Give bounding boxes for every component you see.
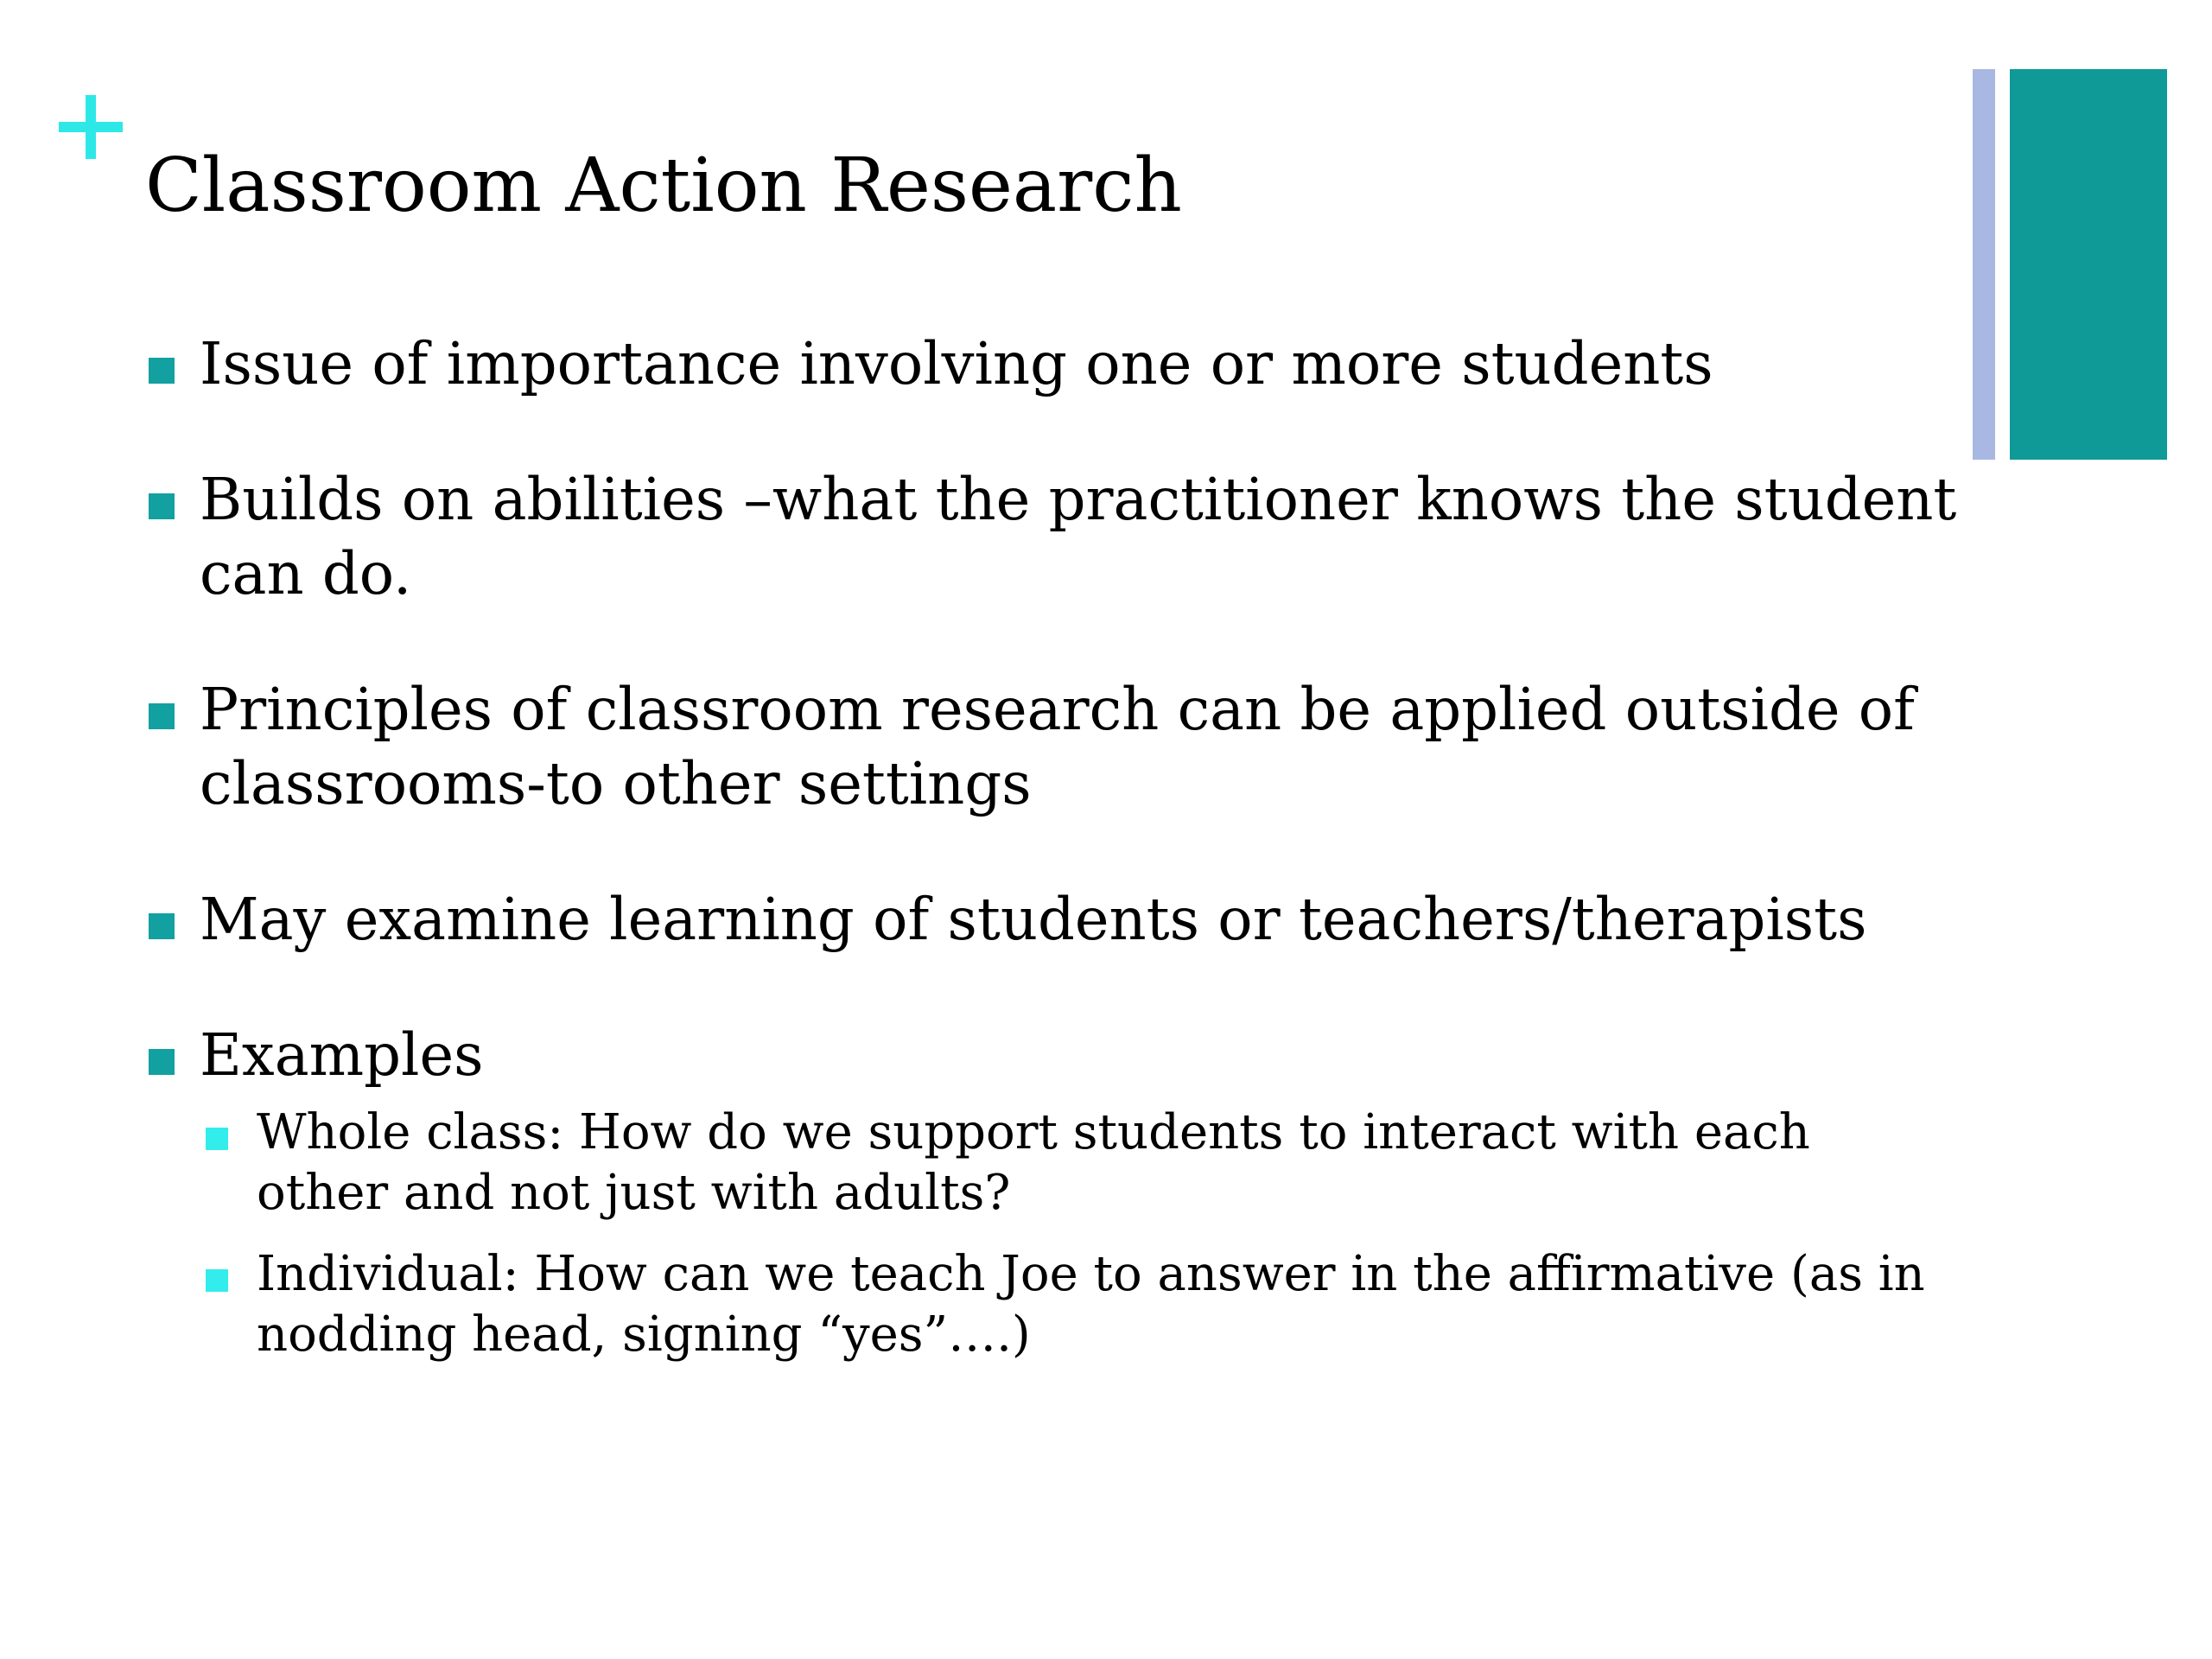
plus-icon-vertical-stroke: [86, 95, 96, 159]
example-item: [202, 1103, 1950, 1224]
bullet-item: [145, 462, 1960, 611]
decorative-bar-thin: [1973, 69, 1995, 460]
bullet-text: Principles of classroom research can be applied outside of classrooms-to other settings: [200, 676, 1915, 817]
square-sub-bullet-icon: [206, 1128, 228, 1150]
example-text: Whole class: How do we support students to interact with each other and not just with adults?: [257, 1104, 1810, 1221]
square-bullet-icon: [149, 493, 175, 519]
square-bullet-icon: [149, 358, 175, 384]
bullet-text: Examples: [200, 1021, 484, 1089]
square-bullet-icon: [149, 1049, 175, 1075]
square-bullet-icon: [149, 913, 175, 939]
examples-list: [145, 1103, 1960, 1365]
bullet-item: [145, 327, 1960, 401]
bullet-text: Issue of importance involving one or more students: [200, 330, 1713, 397]
bullet-item: [145, 882, 1960, 957]
square-bullet-icon: [149, 703, 175, 729]
example-item: [202, 1244, 1950, 1365]
plus-icon: [59, 95, 123, 159]
decorative-bar-thick: [2010, 69, 2167, 460]
bullet-item-examples: [145, 1018, 1960, 1092]
bullet-text: Builds on abilities –what the practitioner knows the student can do.: [200, 466, 1957, 607]
square-sub-bullet-icon: [206, 1269, 228, 1292]
bullet-list: [145, 327, 1960, 1386]
example-text: Individual: How can we teach Joe to answer in the affirmative (as in nodding head, signing “yes”….): [257, 1246, 1925, 1363]
slide-title: Classroom Action Research: [145, 143, 1182, 229]
bullet-text: May examine learning of students or teachers/therapists: [200, 886, 1867, 953]
bullet-item: [145, 672, 1960, 821]
